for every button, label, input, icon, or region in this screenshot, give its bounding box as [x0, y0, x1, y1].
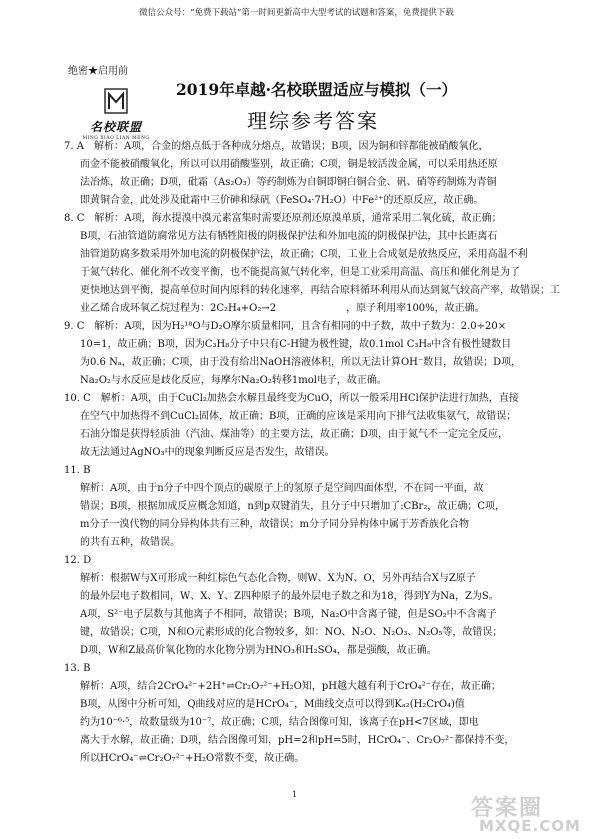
answer-line: 13. B	[64, 663, 91, 674]
answer-line: 解析：A项，结合2CrO₄²⁻+2H⁺⇌Cr₂O₇²⁻+H₂O知，pH越大越有利于CrO₄²⁻存在，故正确；	[80, 681, 501, 692]
answer-line: 11. B	[64, 465, 91, 476]
answer-line: 解析：A项，由于n分子中四个顶点的碳原子上的氢原子是空间四面体型，不在同一平面，故	[80, 483, 484, 494]
answer-line: 即黄铜合金，此处涉及砒霜中三价砷和绿矾（FeSO₄·7H₂O）中Fe²⁺的还原反应，故正确。	[80, 195, 484, 206]
answer-line: 于氮气转化、催化剂不改变平衡，也不能提高氮气转化率，但是工业采用高温、高压和催化剂是为了	[80, 267, 520, 278]
answer-line: 键，故错误；C项，N和O元素形成的化合物较多，如：NO、N₂O、N₂O₃、N₂O₅等，故错误；	[80, 627, 503, 638]
answer-line: D项，W和Z最高价氧化物的水化物分别为HNO₃和H₂SO₄，都是强酸，故正确。	[80, 645, 437, 656]
watermark-top: 答案圈	[471, 796, 544, 821]
logo-subtitle: MING XIAO LIAN MENG	[82, 136, 150, 141]
page-number: 1	[292, 790, 298, 799]
page-subtitle: 理综参考答案	[247, 109, 379, 133]
answer-line: 12. D	[64, 555, 92, 566]
answer-line: B项，从图中分析可知，Q曲线对应的是HCrO₄⁻，M曲线交点可以得到Kₐ₂(H₂CrO₄)值	[80, 699, 465, 710]
watermark	[459, 791, 589, 837]
answer-line: 9. C 解析：A项，因为H₂¹⁸O与D₂O摩尔质量相同，且含有相同的中子数，故中子数为：2.0÷20×	[64, 321, 507, 332]
answer-line: 石油分馏是获得轻质油（汽油、煤油等）的主要方法，故正确；D项，由于氮气不一定完全反应，	[80, 429, 509, 440]
answer-line: 在空气中加热得不到CuCl₂固体，故正确；B项，正确的应该是采用向下排气法收集氨气，故错误；	[80, 411, 517, 422]
answer-line: 离大于水解，故正确；D项，结合图像可知，pH=2和pH=5时，HCrO₄⁻、Cr₂O₇²⁻都保持不变，	[80, 735, 515, 746]
answer-line: 业乙烯合成环氧乙烷过程为：2C₂H₄+O₂→2 ，原子利用率100%，故正确。	[80, 303, 485, 314]
answer-line: 而金不能被硝酸氧化，所以可以用硝酸鉴别，故正确；C项，铜是较活泼金属，可以采用热还原	[80, 159, 498, 170]
answer-line: 所以HCrO₄⁻⇌Cr₂O₇²⁻+H₂O常数不变，故正确。	[80, 753, 305, 764]
answer-line: 油管道防腐多数采用外加电流的阴极保护法，故正确；C项，工业上合成氨是放热反应，采用高温不利	[80, 249, 528, 260]
answer-line: m分子一溴代物的同分异构体共有三种，故错误；m分子同分异构体中属于芳香族化合物	[80, 519, 469, 530]
answer-line: Na₂O₂与水反应是歧化反应，每摩尔Na₂O₂转移1mol电子，故正确。	[80, 375, 387, 386]
answer-line: 更快地达到平衡，提高单位时间内原料的转化速率，再结合原料循环利用从而达到氮气较高产率，故错误；工	[80, 285, 560, 296]
answer-line: A项，S²⁻电子层数与其他离子不相同，故错误；B项，Na₂O中含离子键，但是SO₂中不含离子	[80, 609, 497, 620]
top-banner: 微信公众号：“免费下载站”第一时间更新高中大型考试的试题和答案，免费提供下载	[139, 8, 454, 18]
answer-line: 错误；B项，根据加成反应概念知道，n到p双键消失，且分子中只增加了:CBr₂，故正确；C项，	[80, 501, 505, 512]
answer-line: 8. C 解析：A项，海水提溴中溴元素富集时需要还原剂还原溴单质，通常采用二氧化硫，故正确；	[64, 213, 502, 224]
page-title: 2019年卓越·名校联盟适应与模拟（一）	[176, 80, 458, 99]
watermark-bottom: MXQE.COM	[479, 817, 581, 835]
answer-line: 法冶炼，故正确；D项，砒霜（As₂O₃）等药制炼为自铜即铜白铜合金、矾、硝等药制炼为青铜	[80, 177, 497, 188]
answer-line: 7. A 解析：A项，合金的熔点低于各种成分熔点，故错误；B项，因为铜和锌都能被硝酸氧化，	[64, 141, 489, 152]
answer-line: 解析：根据W与X可形成一种红棕色气态化合物，则W、X为N、O，另外再结合X与Z原子	[80, 573, 476, 584]
answer-line: 约为10⁻⁶·⁵，故数量级为10⁻⁷，故正确；C项，结合图像可知，该离子在pH<7区域，即电	[80, 717, 479, 728]
secret-label: 绝密★启用前	[68, 66, 128, 77]
answer-line: 10. C 解析：A项，由于CuCl₂加热会水解且最终变为CuO，所以一般采用HCl保护法进行加热，直接	[64, 393, 519, 404]
answer-line: 的最外层电子数相同，W、X、Y、Z四种原子的最外层电子数之和为18，得到Y为Na，Z为S。	[80, 591, 499, 602]
logo-name: 名校联盟	[89, 120, 142, 134]
answer-line: 的共有五种，故错误。	[80, 537, 180, 548]
answer-line: 故无法通过AgNO₃中的现象判断反应是否发生，故错误。	[80, 447, 335, 458]
answer-line: 为0.6 Nₐ，故正确；C项，由于没有给出NaOH溶液体积，所以无法计算OH⁻数目，故错误；D项，	[80, 357, 522, 368]
answer-line: B项，石油管道防腐常见方法有牺牲阳极的阴极保护法和外加电流的阴极保护法，其中长距离石	[80, 231, 498, 242]
answer-line: 10=1，故正确；B项，因为C₃H₈分子中只有C-H键为极性键，故0.1mol C₃H₈中含有极性键数目	[80, 339, 512, 350]
logo-mark-icon	[104, 88, 128, 114]
